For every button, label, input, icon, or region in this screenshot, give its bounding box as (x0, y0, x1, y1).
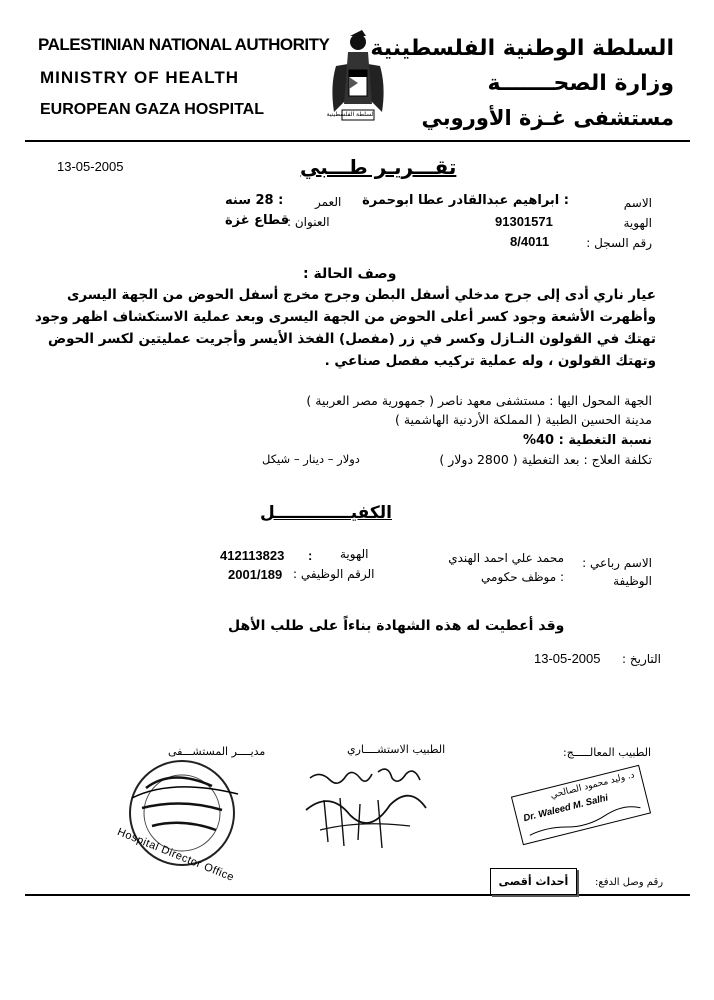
guarantor-jobno-value: 2001/189 (228, 567, 283, 582)
hospital-round-stamp (112, 758, 252, 884)
guarantor-heading: الكفيـــــــــــــل (260, 503, 392, 523)
doctor-stamp-en: Dr. Waleed M. Salhi (522, 792, 610, 825)
condition-heading: وصف الحالة : (303, 266, 397, 282)
round-stamp-text: Hospital Director Office (115, 826, 236, 884)
guarantor-id-colon: : (308, 548, 313, 563)
patient-age-value: : 28 سنه (225, 193, 284, 208)
doctor-stamp-ar: د. وليد محمود الصالحي (549, 770, 636, 801)
report-date: 13-05-2005 (57, 159, 124, 174)
patient-id-value: 91301571 (495, 214, 553, 229)
header-ar-line2: وزارة الصحـــــــة (487, 71, 674, 96)
header-ar-line1: السلطة الوطنية الفلسطينية (370, 36, 674, 61)
condition-line: تهتك في القولون النـازل وكسر في زر (مفصل) الفخذ الأيسر وأجريت عمليتين لكسر الحوض (47, 331, 656, 347)
header-en-line2: MINISTRY OF HEALTH (40, 68, 240, 87)
report-title: تقـــريـر طـــبي (300, 155, 457, 179)
guarantor-id-label: الهوية (340, 547, 369, 561)
guarantor-name-value: محمد علي احمد الهندي (448, 551, 564, 565)
guarantor-jobno-label: الرقم الوظيفي : (293, 567, 375, 581)
referral-line2: مدينة الحسين الطبية ( المملكة الأردنية الهاشمية ) (394, 412, 652, 427)
currency-options: دولار – دينار – شيكل (262, 452, 360, 466)
patient-id-label: الهوية (623, 216, 652, 230)
receipt-value: أحداث أقصى (498, 875, 569, 888)
footer-date-label: التاريخ : (622, 652, 662, 666)
header-en-line1: PALESTINIAN NATIONAL AUTHORITY (38, 35, 330, 54)
receipt-label: رقم وصل الدفع: (595, 877, 664, 888)
receipt-box (490, 868, 577, 895)
consultant-signature (300, 760, 450, 860)
guarantor-job-value: : موظف حكومي (481, 570, 564, 584)
condition-line: عيار ناري أدى إلى جرح مدخلي أسفل البطن وجرح مخرج أسفل الحوض من الجهة اليسرى (67, 287, 656, 303)
doctor-stamp (511, 765, 651, 845)
patient-address-value: قطاع غزة (225, 213, 290, 228)
referral-line1: الجهة المحول اليها : مستشفى معهد ناصر ( جمهورية مصر العربية ) (306, 393, 652, 408)
header-ar-line3: مستشفى غـزة الأوروبي (421, 106, 674, 130)
patient-age-label: العمر (315, 195, 342, 209)
director-label: مديــــر المستشـــفى (168, 745, 266, 758)
guarantor-job-label: الوظيفة (613, 574, 652, 588)
coverage-percent: نسبة التغطية : 40% (522, 433, 652, 448)
guarantor-name-label: الاسم رباعي : (582, 556, 652, 570)
patient-address-label: العنوان : (287, 215, 330, 229)
emblem-caption: السلطة الفلسطينية (326, 111, 375, 118)
condition-line: وأظهرت الأشعة وجود كسر أعلى الحوض من الجهة اليسرى وبعد عملية الاستكشاف اظهر وجود (34, 309, 656, 325)
header-en-line3: EUROPEAN GAZA HOSPITAL (40, 101, 265, 118)
treating-doctor-label: الطبيب المعالـــــج: (563, 746, 652, 759)
condition-line: وتهتك القولون ، وله عملية تركيب مفصل صناعي . (324, 353, 656, 369)
patient-name-label: الاسم (623, 196, 652, 210)
footer-divider (25, 894, 690, 896)
patient-name-value: : ابراهيم عبدالقادر عطا ابوحمرة (362, 193, 569, 208)
patient-record-value: 8/4011 (510, 234, 550, 249)
guarantor-id-value: 412113823 (220, 548, 285, 563)
treatment-cost: تكلفة العلاج : بعد التغطية ( 2800 دولار ) (439, 452, 652, 467)
certificate-statement: وقد أعطيت له هذه الشهادة بناءاً على طلب الأهل (228, 618, 565, 634)
consultant-label: الطبيب الاستشــــاري (347, 743, 446, 756)
patient-record-label: رقم السجل : (586, 236, 652, 250)
footer-date-value: 13-05-2005 (534, 651, 601, 666)
header-divider (25, 140, 690, 142)
